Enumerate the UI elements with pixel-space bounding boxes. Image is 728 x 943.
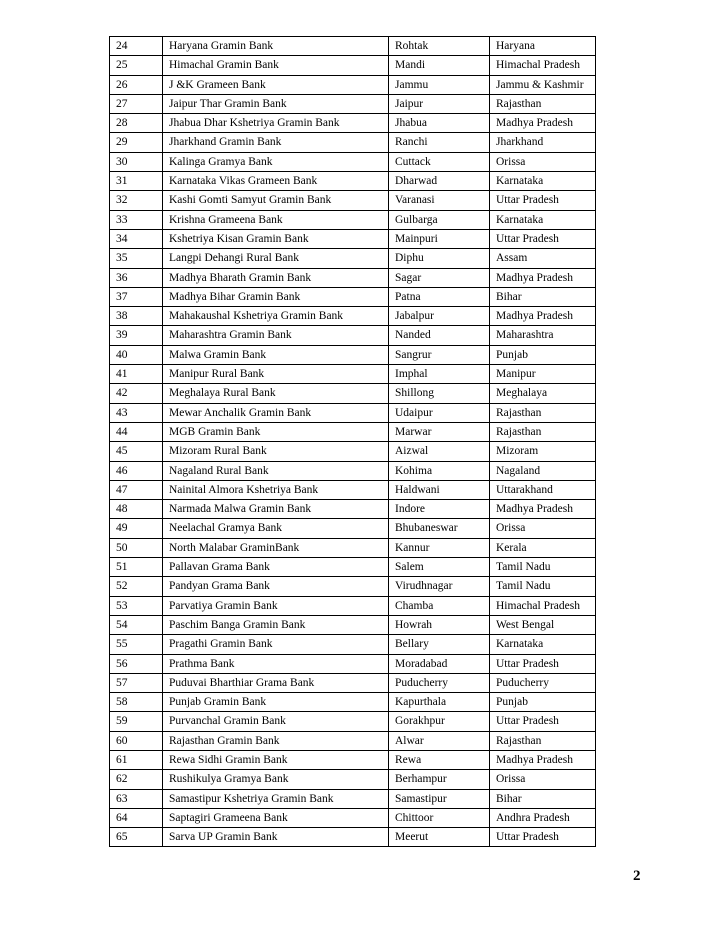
bank-name-cell: Himachal Gramin Bank [163, 56, 389, 75]
headquarters-cell: Mandi [389, 56, 490, 75]
rrb-table [109, 36, 596, 847]
bank-name-cell: Karnataka Vikas Grameen Bank [163, 172, 389, 191]
headquarters-cell: Rewa [389, 750, 490, 769]
headquarters-cell: Aizwal [389, 442, 490, 461]
state-cell: Jharkhand [490, 133, 596, 152]
table-row [110, 480, 596, 499]
serial-number-cell: 46 [110, 461, 163, 480]
bank-name-cell: Kalinga Gramya Bank [163, 152, 389, 171]
bank-name-cell: Kshetriya Kisan Gramin Bank [163, 229, 389, 248]
table-row [110, 345, 596, 364]
serial-number-cell: 43 [110, 403, 163, 422]
bank-name-cell: Rajasthan Gramin Bank [163, 731, 389, 750]
table-row [110, 249, 596, 268]
page-number: 2 [633, 868, 641, 884]
table-row [110, 635, 596, 654]
serial-number-cell: 55 [110, 635, 163, 654]
bank-name-cell: Rushikulya Gramya Bank [163, 770, 389, 789]
serial-number-cell: 41 [110, 365, 163, 384]
headquarters-cell: Kannur [389, 538, 490, 557]
headquarters-cell: Rohtak [389, 37, 490, 56]
serial-number-cell: 36 [110, 268, 163, 287]
table-row [110, 191, 596, 210]
serial-number-cell: 33 [110, 210, 163, 229]
state-cell: West Bengal [490, 615, 596, 634]
state-cell: Assam [490, 249, 596, 268]
state-cell: Bihar [490, 287, 596, 306]
bank-name-cell: Haryana Gramin Bank [163, 37, 389, 56]
headquarters-cell: Moradabad [389, 654, 490, 673]
table-row [110, 384, 596, 403]
serial-number-cell: 58 [110, 693, 163, 712]
bank-name-cell: Pallavan Grama Bank [163, 558, 389, 577]
table-row [110, 808, 596, 827]
bank-name-cell: Punjab Gramin Bank [163, 693, 389, 712]
state-cell: Uttar Pradesh [490, 229, 596, 248]
bank-name-cell: Samastipur Kshetriya Gramin Bank [163, 789, 389, 808]
serial-number-cell: 60 [110, 731, 163, 750]
serial-number-cell: 38 [110, 307, 163, 326]
headquarters-cell: Meerut [389, 828, 490, 847]
headquarters-cell: Imphal [389, 365, 490, 384]
bank-name-cell: Maharashtra Gramin Bank [163, 326, 389, 345]
table-row [110, 287, 596, 306]
headquarters-cell: Jammu [389, 75, 490, 94]
serial-number-cell: 51 [110, 558, 163, 577]
table-row [110, 94, 596, 113]
headquarters-cell: Gorakhpur [389, 712, 490, 731]
table-row [110, 114, 596, 133]
headquarters-cell: Shillong [389, 384, 490, 403]
serial-number-cell: 45 [110, 442, 163, 461]
bank-name-cell: Puduvai Bharthiar Grama Bank [163, 673, 389, 692]
table-row [110, 37, 596, 56]
bank-name-cell: MGB Gramin Bank [163, 422, 389, 441]
state-cell: Uttarakhand [490, 480, 596, 499]
headquarters-cell: Sangrur [389, 345, 490, 364]
table-row [110, 229, 596, 248]
headquarters-cell: Samastipur [389, 789, 490, 808]
bank-name-cell: Narmada Malwa Gramin Bank [163, 500, 389, 519]
table-row [110, 654, 596, 673]
table-row [110, 365, 596, 384]
headquarters-cell: Virudhnagar [389, 577, 490, 596]
serial-number-cell: 64 [110, 808, 163, 827]
state-cell: Uttar Pradesh [490, 712, 596, 731]
state-cell: Uttar Pradesh [490, 191, 596, 210]
table-row [110, 558, 596, 577]
headquarters-cell: Diphu [389, 249, 490, 268]
bank-name-cell: Jharkhand Gramin Bank [163, 133, 389, 152]
bank-name-cell: Prathma Bank [163, 654, 389, 673]
serial-number-cell: 65 [110, 828, 163, 847]
headquarters-cell: Salem [389, 558, 490, 577]
serial-number-cell: 44 [110, 422, 163, 441]
bank-name-cell: Krishna Grameena Bank [163, 210, 389, 229]
serial-number-cell: 34 [110, 229, 163, 248]
state-cell: Rajasthan [490, 422, 596, 441]
headquarters-cell: Bhubaneswar [389, 519, 490, 538]
table-row [110, 133, 596, 152]
headquarters-cell: Haldwani [389, 480, 490, 499]
table-row [110, 519, 596, 538]
bank-name-cell: Pragathi Gramin Bank [163, 635, 389, 654]
serial-number-cell: 25 [110, 56, 163, 75]
bank-name-cell: Mahakaushal Kshetriya Gramin Bank [163, 307, 389, 326]
serial-number-cell: 37 [110, 287, 163, 306]
state-cell: Madhya Pradesh [490, 750, 596, 769]
bank-name-cell: Nagaland Rural Bank [163, 461, 389, 480]
state-cell: Orissa [490, 152, 596, 171]
state-cell: Madhya Pradesh [490, 307, 596, 326]
headquarters-cell: Jabalpur [389, 307, 490, 326]
bank-name-cell: Mizoram Rural Bank [163, 442, 389, 461]
headquarters-cell: Varanasi [389, 191, 490, 210]
bank-name-cell: Meghalaya Rural Bank [163, 384, 389, 403]
headquarters-cell: Mainpuri [389, 229, 490, 248]
headquarters-cell: Puducherry [389, 673, 490, 692]
state-cell: Punjab [490, 345, 596, 364]
bank-name-cell: Madhya Bharath Gramin Bank [163, 268, 389, 287]
headquarters-cell: Kohima [389, 461, 490, 480]
bank-name-cell: Neelachal Gramya Bank [163, 519, 389, 538]
bank-name-cell: J &K Grameen Bank [163, 75, 389, 94]
serial-number-cell: 39 [110, 326, 163, 345]
table-row [110, 210, 596, 229]
state-cell: Rajasthan [490, 403, 596, 422]
headquarters-cell: Howrah [389, 615, 490, 634]
table-row [110, 403, 596, 422]
headquarters-cell: Sagar [389, 268, 490, 287]
bank-name-cell: Nainital Almora Kshetriya Bank [163, 480, 389, 499]
table-row [110, 152, 596, 171]
state-cell: Madhya Pradesh [490, 268, 596, 287]
table-row [110, 750, 596, 769]
bank-name-cell: Pandyan Grama Bank [163, 577, 389, 596]
state-cell: Jammu & Kashmir [490, 75, 596, 94]
state-cell: Kerala [490, 538, 596, 557]
bank-name-cell: Manipur Rural Bank [163, 365, 389, 384]
table-row [110, 712, 596, 731]
table-row [110, 461, 596, 480]
state-cell: Karnataka [490, 172, 596, 191]
table-row [110, 172, 596, 191]
state-cell: Rajasthan [490, 94, 596, 113]
state-cell: Orissa [490, 519, 596, 538]
state-cell: Haryana [490, 37, 596, 56]
headquarters-cell: Ranchi [389, 133, 490, 152]
bank-name-cell: Madhya Bihar Gramin Bank [163, 287, 389, 306]
table-row [110, 615, 596, 634]
table-row [110, 789, 596, 808]
table-row [110, 75, 596, 94]
bank-name-cell: North Malabar GraminBank [163, 538, 389, 557]
table-row [110, 731, 596, 750]
headquarters-cell: Indore [389, 500, 490, 519]
headquarters-cell: Kapurthala [389, 693, 490, 712]
state-cell: Andhra Pradesh [490, 808, 596, 827]
headquarters-cell: Udaipur [389, 403, 490, 422]
table-row [110, 770, 596, 789]
state-cell: Tamil Nadu [490, 558, 596, 577]
serial-number-cell: 26 [110, 75, 163, 94]
table-row [110, 442, 596, 461]
state-cell: Mizoram [490, 442, 596, 461]
bank-name-cell: Mewar Anchalik Gramin Bank [163, 403, 389, 422]
serial-number-cell: 50 [110, 538, 163, 557]
serial-number-cell: 31 [110, 172, 163, 191]
table-row [110, 673, 596, 692]
headquarters-cell: Marwar [389, 422, 490, 441]
bank-name-cell: Sarva UP Gramin Bank [163, 828, 389, 847]
headquarters-cell: Chittoor [389, 808, 490, 827]
table-row [110, 307, 596, 326]
state-cell: Madhya Pradesh [490, 500, 596, 519]
state-cell: Maharashtra [490, 326, 596, 345]
headquarters-cell: Jaipur [389, 94, 490, 113]
table-row [110, 596, 596, 615]
serial-number-cell: 35 [110, 249, 163, 268]
table-row [110, 828, 596, 847]
table-body [110, 37, 596, 847]
bank-name-cell: Purvanchal Gramin Bank [163, 712, 389, 731]
serial-number-cell: 28 [110, 114, 163, 133]
bank-name-cell: Saptagiri Grameena Bank [163, 808, 389, 827]
bank-name-cell: Jhabua Dhar Kshetriya Gramin Bank [163, 114, 389, 133]
serial-number-cell: 30 [110, 152, 163, 171]
state-cell: Tamil Nadu [490, 577, 596, 596]
serial-number-cell: 57 [110, 673, 163, 692]
state-cell: Himachal Pradesh [490, 56, 596, 75]
bank-name-cell: Kashi Gomti Samyut Gramin Bank [163, 191, 389, 210]
state-cell: Karnataka [490, 635, 596, 654]
serial-number-cell: 59 [110, 712, 163, 731]
serial-number-cell: 42 [110, 384, 163, 403]
state-cell: Punjab [490, 693, 596, 712]
bank-name-cell: Malwa Gramin Bank [163, 345, 389, 364]
headquarters-cell: Berhampur [389, 770, 490, 789]
headquarters-cell: Gulbarga [389, 210, 490, 229]
table-row [110, 538, 596, 557]
state-cell: Madhya Pradesh [490, 114, 596, 133]
serial-number-cell: 54 [110, 615, 163, 634]
serial-number-cell: 61 [110, 750, 163, 769]
serial-number-cell: 49 [110, 519, 163, 538]
bank-name-cell: Langpi Dehangi Rural Bank [163, 249, 389, 268]
state-cell: Orissa [490, 770, 596, 789]
headquarters-cell: Alwar [389, 731, 490, 750]
state-cell: Rajasthan [490, 731, 596, 750]
table-row [110, 500, 596, 519]
headquarters-cell: Cuttack [389, 152, 490, 171]
state-cell: Meghalaya [490, 384, 596, 403]
table-row [110, 422, 596, 441]
headquarters-cell: Nanded [389, 326, 490, 345]
serial-number-cell: 48 [110, 500, 163, 519]
state-cell: Karnataka [490, 210, 596, 229]
state-cell: Uttar Pradesh [490, 654, 596, 673]
serial-number-cell: 27 [110, 94, 163, 113]
serial-number-cell: 53 [110, 596, 163, 615]
headquarters-cell: Dharwad [389, 172, 490, 191]
state-cell: Himachal Pradesh [490, 596, 596, 615]
state-cell: Nagaland [490, 461, 596, 480]
headquarters-cell: Jhabua [389, 114, 490, 133]
bank-name-cell: Paschim Banga Gramin Bank [163, 615, 389, 634]
table-row [110, 268, 596, 287]
serial-number-cell: 62 [110, 770, 163, 789]
state-cell: Manipur [490, 365, 596, 384]
headquarters-cell: Patna [389, 287, 490, 306]
table-row [110, 326, 596, 345]
headquarters-cell: Bellary [389, 635, 490, 654]
serial-number-cell: 56 [110, 654, 163, 673]
table-row [110, 693, 596, 712]
state-cell: Bihar [490, 789, 596, 808]
serial-number-cell: 47 [110, 480, 163, 499]
state-cell: Uttar Pradesh [490, 828, 596, 847]
table-row [110, 577, 596, 596]
bank-name-cell: Rewa Sidhi Gramin Bank [163, 750, 389, 769]
bank-name-cell: Parvatiya Gramin Bank [163, 596, 389, 615]
table-row [110, 56, 596, 75]
serial-number-cell: 63 [110, 789, 163, 808]
bank-name-cell: Jaipur Thar Gramin Bank [163, 94, 389, 113]
serial-number-cell: 24 [110, 37, 163, 56]
headquarters-cell: Chamba [389, 596, 490, 615]
serial-number-cell: 32 [110, 191, 163, 210]
serial-number-cell: 29 [110, 133, 163, 152]
state-cell: Puducherry [490, 673, 596, 692]
serial-number-cell: 52 [110, 577, 163, 596]
serial-number-cell: 40 [110, 345, 163, 364]
